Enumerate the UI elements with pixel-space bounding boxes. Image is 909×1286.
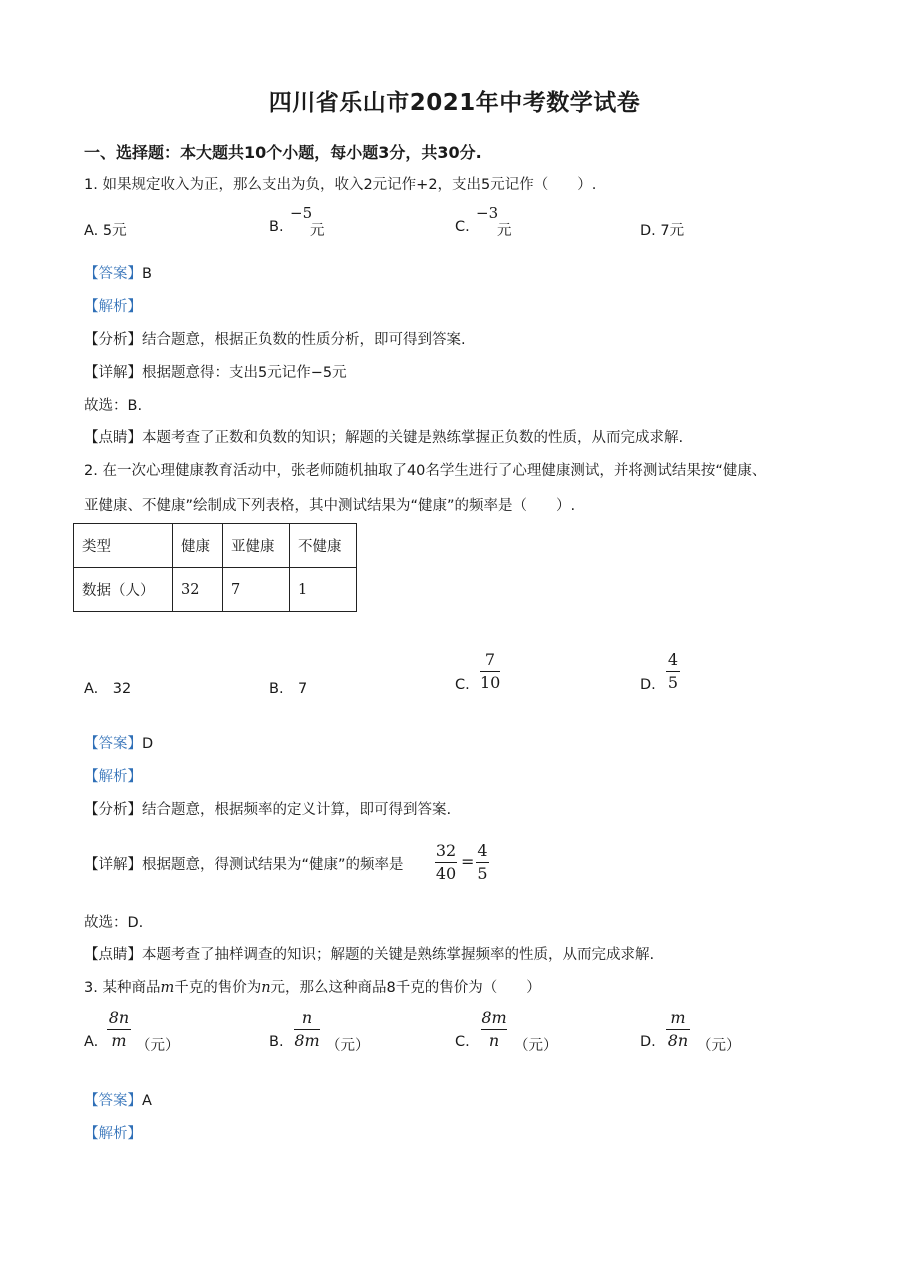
fraction-bar — [294, 1029, 320, 1030]
detail-tag: 【详解】 — [84, 857, 142, 873]
fraction-bar — [435, 862, 457, 863]
fraction-denominator: 10 — [480, 673, 501, 692]
q3-stem-part-c: 元，那么这种商品8千克的售价为（ ） — [270, 980, 541, 996]
fraction-denominator: 5 — [477, 864, 488, 883]
q2-answer — [84, 732, 153, 753]
fraction-denominator: n — [488, 1031, 500, 1050]
table-cell: 7 — [223, 568, 290, 612]
table-cell: 32 — [173, 568, 223, 612]
fraction-numerator: 4 — [477, 841, 488, 860]
fraction-numerator: 7 — [484, 650, 496, 669]
fraction-numerator: m — [670, 1008, 686, 1027]
q1-option-b-prefix: B. — [269, 219, 284, 235]
fenxi-tag: 【分析】 — [84, 802, 142, 818]
fraction-bar — [476, 862, 489, 863]
q1-dianjing — [84, 426, 683, 447]
q1-detail-text: 根据题意得：支出5元记作−5元 — [142, 365, 347, 381]
q2-detail-equals: = — [461, 852, 475, 871]
fraction-numerator: 4 — [667, 650, 679, 669]
q2-choose: 故选：D. — [84, 915, 144, 931]
q2-analysis-tag: 【解析】 — [84, 769, 142, 785]
q1-analysis-tag: 【解析】 — [84, 299, 142, 315]
dianjing-tag: 【点睛】 — [84, 430, 142, 446]
table-cell: 数据（人） — [74, 568, 173, 612]
fraction-numerator: 8m — [481, 1008, 507, 1027]
table-header-cell: 不健康 — [290, 524, 357, 568]
q2-data-table — [73, 523, 357, 612]
q3-option-b-prefix: B. — [269, 1034, 284, 1050]
q3-option-d-prefix: D. — [640, 1034, 656, 1050]
fraction-denominator: 8m — [294, 1031, 320, 1050]
q1-dianjing-text: 本题考查了正数和负数的知识；解题的关键是熟练掌握正负数的性质，从而完成求解. — [142, 430, 684, 446]
q1-option-d: D. 7元 — [640, 223, 685, 239]
fraction-bar — [481, 1029, 507, 1030]
answer-tag: 【答案】 — [84, 266, 142, 282]
q1-choose: 故选：B. — [84, 398, 143, 414]
q3-option-c-prefix: C. — [455, 1034, 470, 1050]
q2-option-b: B. 7 — [269, 681, 308, 697]
q1-option-a: A. 5元 — [84, 223, 127, 239]
q3-answer-value: A — [142, 1093, 152, 1109]
q2-dianjing-text: 本题考查了抽样调查的知识；解题的关键是熟练掌握频率的性质，从而完成求解. — [142, 947, 655, 963]
q1-option-b-unit: 元 — [310, 223, 325, 239]
answer-tag: 【答案】 — [84, 736, 142, 752]
table-row — [74, 568, 357, 612]
q2-dianjing — [84, 943, 654, 964]
fraction-denominator: 8n — [667, 1031, 689, 1050]
fraction-bar — [107, 1029, 131, 1030]
table-header-cell: 类型 — [74, 524, 173, 568]
q2-option-d-fraction — [666, 651, 680, 692]
q3-option-a-fraction — [107, 1009, 131, 1050]
fraction-denominator: m — [111, 1031, 127, 1050]
q3-option-b-unit: （元） — [326, 1038, 370, 1054]
q1-option-b-value: −5 — [290, 204, 313, 222]
q1-stem: 1. 如果规定收入为正，那么支出为负，收入2元记作+2，支出5元记作（ ）. — [84, 177, 597, 193]
q3-option-d-unit: （元） — [697, 1038, 741, 1054]
q3-option-a-unit: （元） — [136, 1038, 180, 1054]
fraction-denominator: 40 — [435, 864, 457, 883]
q3-option-b-fraction — [294, 1009, 320, 1050]
q2-fenxi — [84, 798, 451, 819]
fraction-bar — [666, 1029, 690, 1030]
table-cell: 1 — [290, 568, 357, 612]
q3-stem-m: m — [160, 980, 175, 996]
q2-detail-fraction-1 — [435, 842, 457, 883]
q1-answer-value: B — [142, 266, 152, 282]
q1-option-c-unit: 元 — [497, 223, 512, 239]
q2-detail-text: 根据题意，得测试结果为“健康”的频率是 — [142, 857, 404, 873]
q2-answer-value: D — [142, 736, 154, 752]
fraction-bar — [480, 671, 500, 672]
section-heading: 一、选择题：本大题共10个小题，每小题3分，共30分. — [84, 143, 482, 162]
fraction-bar — [666, 671, 680, 672]
q3-stem-part-b: 千克的售价为 — [174, 980, 262, 996]
q2-detail — [84, 853, 404, 874]
q2-option-d-prefix: D. — [640, 677, 656, 693]
table-header-row — [74, 524, 357, 568]
q2-fenxi-text: 结合题意，根据频率的定义计算，即可得到答案. — [142, 802, 452, 818]
q3-option-c-unit: （元） — [514, 1038, 558, 1054]
q2-detail-fraction-2 — [476, 842, 489, 883]
table-header-cell: 亚健康 — [223, 524, 290, 568]
fraction-numerator: n — [301, 1008, 313, 1027]
q3-option-a-prefix: A. — [84, 1034, 99, 1050]
fenxi-tag: 【分析】 — [84, 332, 142, 348]
table-header-cell: 健康 — [173, 524, 223, 568]
q2-stem-line1: 2. 在一次心理健康教育活动中，张老师随机抽取了40名学生进行了心理健康测试，并将测试结果按“健康、 — [84, 463, 767, 479]
q3-stem — [84, 976, 541, 997]
fraction-denominator: 5 — [667, 673, 679, 692]
q1-answer — [84, 262, 152, 283]
q2-option-a: A. 32 — [84, 681, 132, 697]
q1-option-c-prefix: C. — [455, 219, 470, 235]
fraction-numerator: 8n — [108, 1008, 130, 1027]
q3-option-d-fraction — [666, 1009, 690, 1050]
q3-stem-part-a: 3. 某种商品 — [84, 980, 161, 996]
q1-fenxi — [84, 328, 466, 349]
answer-tag: 【答案】 — [84, 1093, 142, 1109]
q2-stem-line2: 亚健康、不健康”绘制成下列表格，其中测试结果为“健康”的频率是（ ）. — [84, 498, 576, 514]
detail-tag: 【详解】 — [84, 365, 142, 381]
q3-stem-n: n — [261, 980, 271, 996]
fraction-numerator: 32 — [435, 841, 457, 860]
q1-option-c-value: −3 — [476, 204, 499, 222]
q3-answer — [84, 1089, 152, 1110]
q1-detail — [84, 361, 347, 382]
page-title: 四川省乐山市2021年中考数学试卷 — [268, 90, 641, 116]
q2-option-c-fraction — [480, 651, 500, 692]
dianjing-tag: 【点睛】 — [84, 947, 142, 963]
q2-option-c-prefix: C. — [455, 677, 470, 693]
q3-analysis-tag: 【解析】 — [84, 1126, 142, 1142]
q1-fenxi-text: 结合题意，根据正负数的性质分析，即可得到答案. — [142, 332, 466, 348]
q3-option-c-fraction — [481, 1009, 507, 1050]
